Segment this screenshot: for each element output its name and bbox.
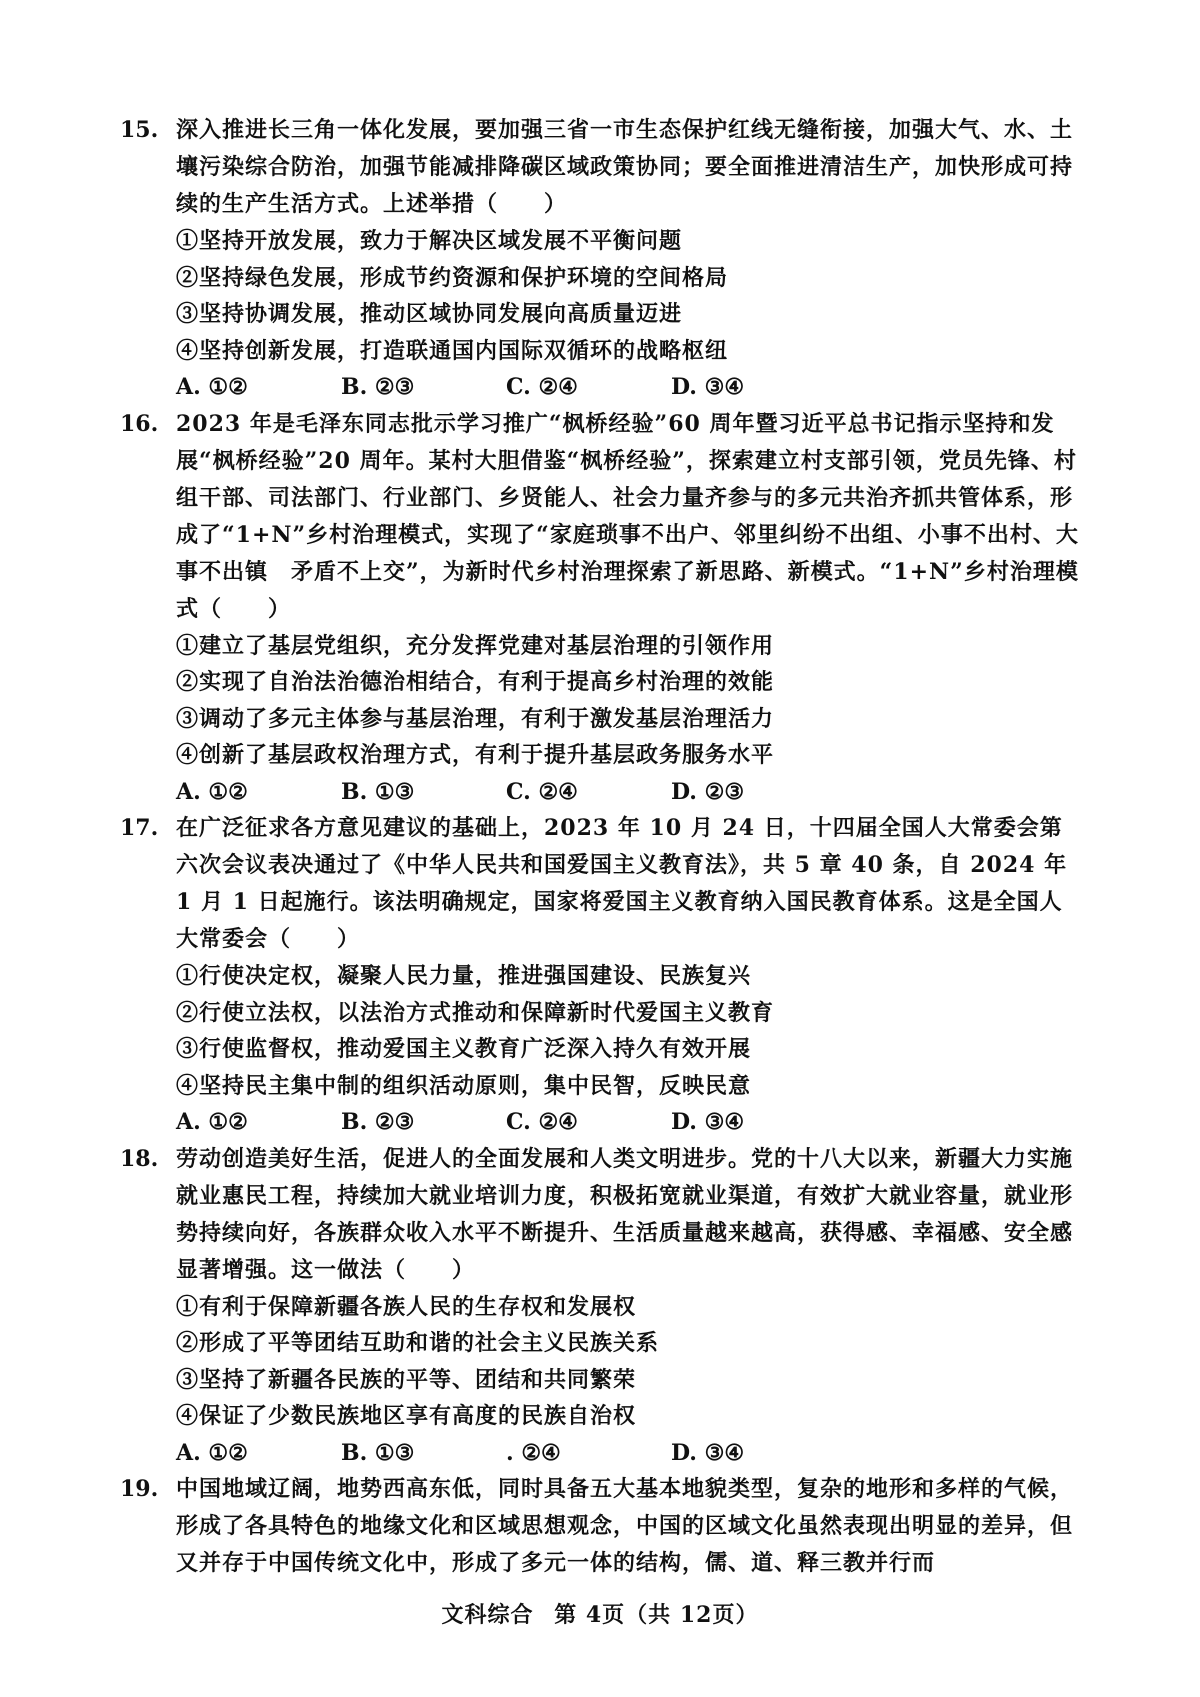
answer-c: C. ②④	[506, 374, 578, 400]
question-number: 15.	[120, 117, 159, 143]
footer-subject: 文科综合	[441, 1602, 534, 1628]
question-number: 18.	[120, 1145, 159, 1172]
question-stem: 劳动创造美好生活，促进人的全面发展和人类文明进步。党的十八大以来，新疆大力实施就业惠民工程，持续加大就业培训力度，积极拓宽就业渠道，有效扩大就业容量，就业形势持续向好，各族群众收入水平不断提升、生活质量越来越高，获得感、幸福感、安全感显著增强。这一做法（ ）	[176, 1145, 1074, 1283]
answer-b: B. ①③	[341, 1439, 415, 1466]
question-list	[120, 112, 1080, 1582]
option-1: ①行使决定权，凝聚人民力量，推进强国建设、民族复兴	[176, 963, 752, 989]
option-2: ②形成了平等团结互助和谐的社会主义民族关系	[176, 1330, 660, 1356]
option-2: ②行使立法权，以法治方式推动和保障新时代爱国主义教育	[176, 999, 775, 1026]
question-stem: 在广泛征求各方意见建议的基础上，2023 年 10 月 24 日，十四届全国人大常委会第六次会议表决通过了《中华人民共和国爱国主义教育法》，共 5 章 40 条，自 2024 年 1 月 1 日起施行。该法明确规定，国家将爱国主义教育纳入国民教育体系。这是全国人大常委会（ ）	[176, 815, 1068, 952]
answer-a: A. ①②	[176, 1439, 248, 1466]
option-4: ④坚持民主集中制的组织活动原则，集中民智，反映民意	[176, 1072, 752, 1099]
answer-choices	[176, 1104, 1080, 1141]
answer-b: B. ②③	[341, 1109, 415, 1135]
question-17	[120, 810, 1080, 1141]
question-stem: 中国地域辽阔，地势西高东低，同时具备五大基本地貌类型，复杂的地形和多样的气候，形成了各具特色的地缘文化和区域思想观念，中国的区域文化虽然表现出明显的差异，但又并存于中国传统文化中，形成了多元一体的结构，儒、道、释三教并行而	[176, 1476, 1074, 1576]
option-2: ②实现了自治法治德治相结合，有利于提高乡村治理的效能	[176, 669, 775, 695]
answer-choices	[176, 369, 1080, 406]
question-stem: 深入推进长三角一体化发展，要加强三省一市生态保护红线无缝衔接，加强大气、水、土壤污染综合防治，加强节能减排降碳区域政策协同；要全面推进清洁生产，加快形成可持续的生产生活方式。上述举措（ ）	[176, 117, 1074, 217]
answer-c: C. ②④	[506, 778, 578, 805]
option-3: ③坚持了新疆各民族的平等、团结和共同繁荣	[176, 1366, 637, 1393]
answer-c: . ②④	[506, 1439, 561, 1466]
option-2: ②坚持绿色发展，形成节约资源和保护环境的空间格局	[176, 264, 729, 291]
page-footer	[0, 1598, 1200, 1629]
question-18	[120, 1141, 1080, 1472]
answer-choices	[176, 1435, 1080, 1472]
option-4: ④创新了基层政权治理方式，有利于提升基层政务服务水平	[176, 742, 775, 768]
answer-a: A. ①②	[176, 778, 248, 805]
answer-d: D. ②③	[671, 778, 745, 805]
option-1: ①坚持开放发展，致力于解决区域发展不平衡问题	[176, 228, 683, 254]
question-19	[120, 1471, 1080, 1582]
option-3: ③坚持协调发展，推动区域协同发展向高质量迈进	[176, 301, 683, 327]
answer-b: B. ②③	[341, 374, 415, 400]
answer-a: A. ①②	[176, 374, 248, 400]
option-4: ④保证了少数民族地区享有高度的民族自治权	[176, 1403, 637, 1429]
question-stem: 2023 年是毛泽东同志批示学习推广“枫桥经验”60 周年暨习近平总书记指示坚持和发展“枫桥经验”20 周年。某村大胆借鉴“枫桥经验”，探索建立村支部引领，党员先锋、村组干部、司法部门、行业部门、乡贤能人、社会力量齐参与的多元共治齐抓共管体系，形成了“1+N”乡村治理模式，实现了“家庭琐事不出户、邻里纠纷不出组、小事不出村、大事不出镇 矛盾不上交”，为新时代乡村治理探索了新思路、新模式。“1+N”乡村治理模式（ ）	[176, 410, 1079, 622]
option-4: ④坚持创新发展，打造联通国内国际双循环的战略枢纽	[176, 337, 729, 364]
option-1: ①有利于保障新疆各族人民的生存权和发展权	[176, 1293, 637, 1320]
answer-d: D. ③④	[671, 374, 745, 400]
answer-d: D. ③④	[671, 1109, 745, 1135]
answer-choices	[176, 774, 1080, 811]
answer-c: C. ②④	[506, 1109, 578, 1135]
question-number: 16.	[120, 410, 159, 437]
question-15	[120, 112, 1080, 406]
option-1: ①建立了基层党组织，充分发挥党建对基层治理的引领作用	[176, 632, 775, 659]
answer-d: D. ③④	[671, 1439, 745, 1466]
answer-b: B. ①③	[341, 778, 415, 805]
question-16	[120, 406, 1080, 811]
question-number: 17.	[120, 815, 159, 841]
answer-a: A. ①②	[176, 1109, 248, 1135]
footer-page-number: 第 4页（共 12页）	[554, 1602, 759, 1628]
option-3: ③行使监督权，推动爱国主义教育广泛深入持久有效开展	[176, 1036, 752, 1062]
question-number: 19.	[120, 1476, 159, 1502]
option-3: ③调动了多元主体参与基层治理，有利于激发基层治理活力	[176, 705, 775, 732]
